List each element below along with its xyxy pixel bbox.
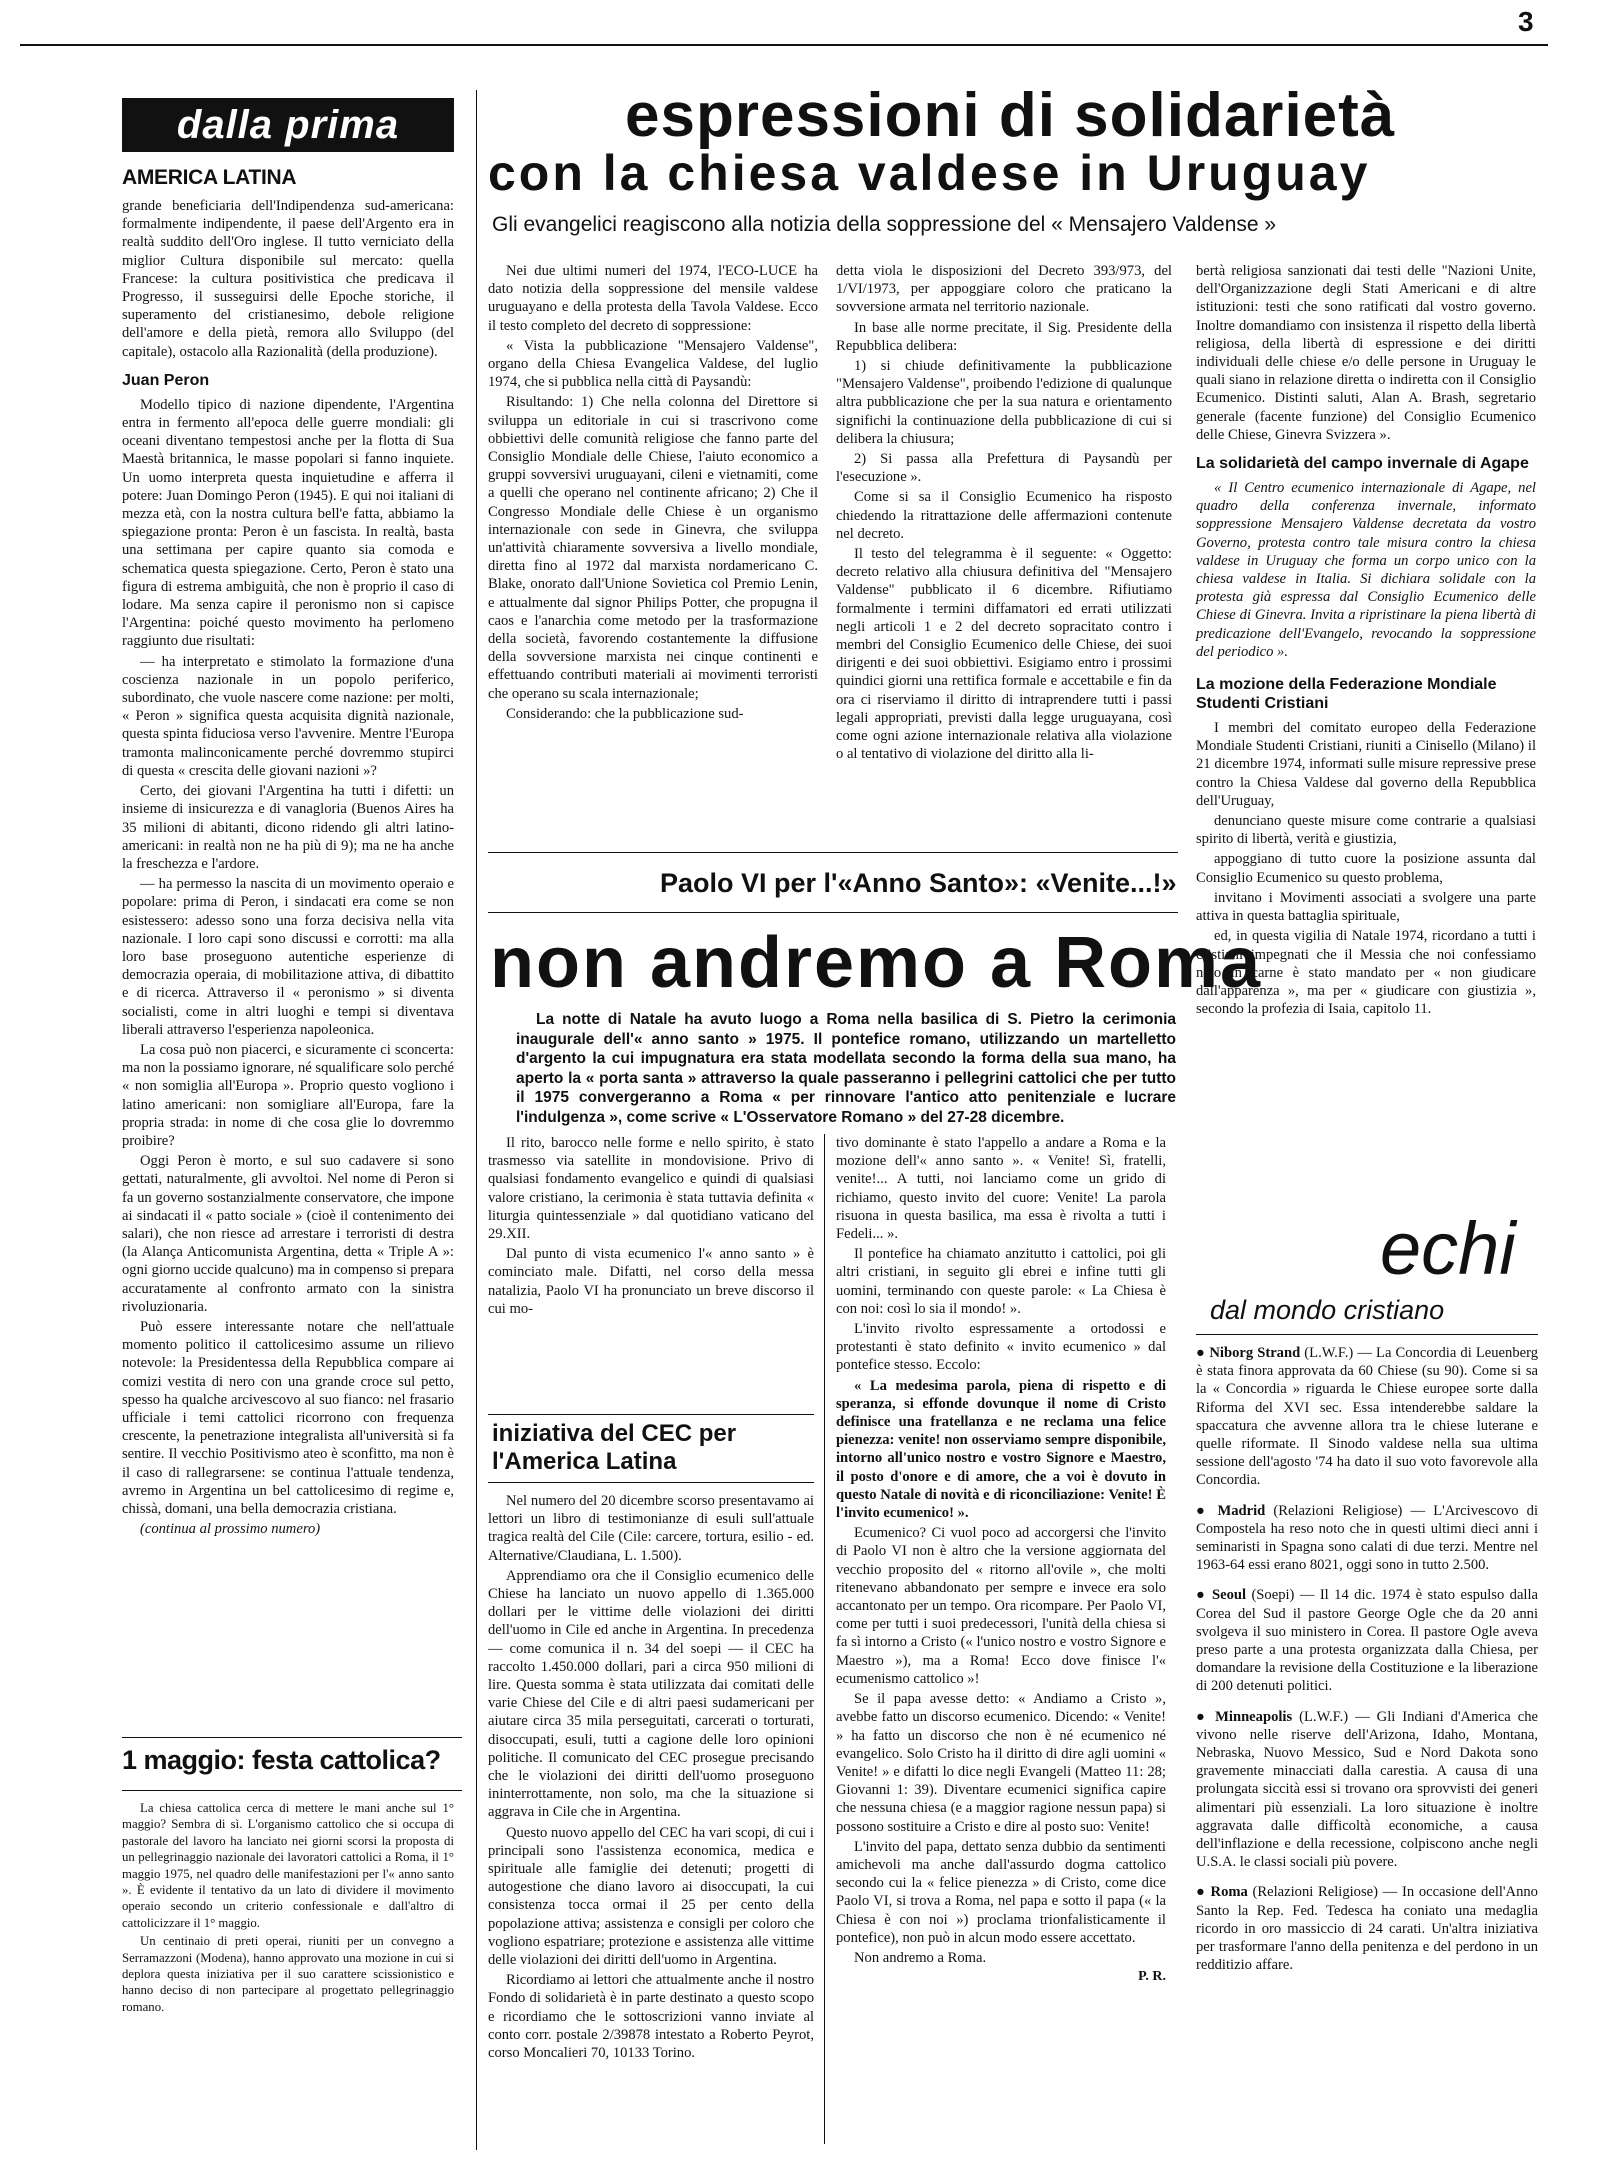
paragraph: Nei due ultimi numeri del 1974, l'ECO-LUCE ha dato notizia della soppressione del mensile valdese uruguayano e della protesta della Tavola Valdese. Ecco il testo completo del decreto di soppressione:	[488, 263, 818, 334]
paragraph: Un centinaio di preti operai, riuniti per un convegno a Serramazzoni (Modena), hanno approvato una mozione in cui si deplora questa iniziativa per il suo carattere scissionistico e hanno deciso di non partecipare al progettato pellegrinaggio romano.	[122, 1934, 454, 2014]
paragraph: Il pontefice ha chiamato anzitutto i cattolici, poi gli altri cristiani, in seguito gli ebrei e infine tutti gli uomini, terminando con queste parole: « La Chiesa è con noi: così lo sia il mondo! ».	[836, 1246, 1166, 1317]
paragraph: Il rito, barocco nelle forme e nello spirito, è stato trasmesso via satellite in mondovisione. Privo di qualsiasi fondamento evangelico e quindi di qualsiasi valore cristiano, la cerimonia è stata tuttavia definita « liturgia quintessenziale » dal quotidiano vaticano del 29.XII.	[488, 1135, 814, 1243]
echi-place: Niborg Strand	[1209, 1345, 1301, 1361]
paragraph: Risultando: 1) Che nella colonna del Direttore si sviluppa un editoriale in cui si trascrivono come obbiettivi delle comunità religiose che fanno parte del Consiglio Mondiale delle Chiese, l'aiuto economico a gruppi sovversivi uruguayani, cileni e vietnamiti, come a quelli che operano nel continente africano; 2) Che il Congresso Mondiale delle Chiese è un organismo internazionale con sede in Ginevra, che sviluppa un'attività chiaramente sovversiva a livello mondiale, diretta fino al 1972 dal marxista nordamericano C. Blake, onorato dall'Unione Sovietica col Premio Lenin, e attualmente dal signor Philips Potter, che propugna il caos e l'anarchia come metodo per la trasformazione della società, favorendo costantemente la diffusione della sovversione marxista nei cinque continenti e effettuando contributi materiali ai movimenti terroristi che operano su scala internazionale;	[488, 394, 818, 702]
column-separator	[476, 90, 477, 2150]
paragraph: — ha permesso la nascita di un movimento operaio e popolare: prima di Peron, i sindacati era come se non esistessero: adesso sono una forza decisiva nella vita nazionale. I loro capi sono discussi e corrotti: ma alla loro base proseguono autentiche esperienze di democrazia operaia, di mobilitazione attiva, di dibattito e di ricerca. Attraverso il « peronismo » si diventa socialisti, come in altri luoghi e tempi si diventava liberali attraverso l'esperienza napoleonica.	[122, 876, 454, 1038]
section-banner: dalla prima	[122, 98, 454, 152]
echi-item	[1196, 1883, 1538, 1974]
paragraph: La chiesa cattolica cerca di mettere le mani anche sul 1° maggio? Sembra di sì. L'organismo cattolico che si occupa di pastorale del lavoro ha lanciato nei giorni scorsi la proposta di un pellegrinaggio nazionale dei lavoratori cattolici a Roma, il 1° maggio 1975, nel quadro delle manifestazioni per l'« anno santo ». È evidente il tentativo da un lato di dividere il movimento operaio secondo un criterio confessionale e dall'altro di cattolicizzare il 1° maggio.	[122, 1801, 454, 1930]
paragraph: Come si sa il Consiglio Ecumenico ha risposto chiedendo la ritrattazione delle affermazioni contenute nel decreto.	[836, 489, 1172, 542]
paragraph: Dal punto di vista ecumenico l'« anno santo » è cominciato male. Difatti, nel corso della messa natalizia, Paolo VI ha pronunciato un breve discorso il cui mo-	[488, 1246, 814, 1317]
paragraph: 2) Si passa alla Prefettura di Paysandù per l'esecuzione ».	[836, 451, 1172, 486]
paragraph: Nel numero del 20 dicembre scorso presentavamo ai lettori un libro di testimonianze di esuli sull'attuale tragica realtà del Cile (Cile: carcere, tortura, esilio - ed. Alternative/Claudiana, L. 1.500).	[488, 1493, 814, 1564]
echi-rule	[1196, 1334, 1538, 1335]
bullet-icon: ●	[1196, 1345, 1210, 1361]
paragraph: Certo, dei giovani l'Argentina ha tutti i difetti: un insieme di insicurezza e di vanagloria (Buenos Aires ha 35 milioni di abitanti, dicono ridendo gli altri latino-americani: in realtà non ne ha più di 9); ma ne ha anche la freschezza e l'ardore.	[122, 783, 454, 872]
echi-list	[1196, 1344, 1538, 1987]
cec-top-rule	[488, 1414, 814, 1415]
paragraph: Ricordiamo ai lettori che attualmente anche il nostro Fondo di solidarietà è in parte destinato a questo scopo e ricordiamo che le sottoscrizioni vanno inviate al conto corr. postale 2/39878 intestato a Roberto Peyrot, corso Moncalieri 70, 10133 Torino.	[488, 1972, 814, 2062]
paragraph: — ha interpretato e stimolato la formazione d'una coscienza nazionale in un popolo periferico, subordinato, che vuole nascere come nazione: per molti, « Peron » significa questa acquisita dignità nazionale, questa spinta fiduciosa verso l'avvenire. Mentre l'Europa tramonta malinconicamente perché dovremmo stupirci di questa « crescita delle giovani nazioni »?	[122, 653, 454, 779]
main-col-3	[1196, 262, 1536, 1020]
cec-title: iniziativa del CEC per l'America Latina	[492, 1420, 737, 1475]
paragraph: ed, in questa vigilia di Natale 1974, ricordano a tutti i cristiani impegnati che il Messia che noi confessiamo nato in carne è stato mandato per « non giudicare dall'apparenza », ma per « giudicare con giustizia », secondo la profezia di Isaia, capitolo 11.	[1196, 928, 1536, 1018]
paragraph: Modello tipico di nazione dipendente, l'Argentina entra in fermento all'epoca delle guerre mondiali: gli oceani diventano tempestosi anche per la flotta di Sua Maestà britannica, le masse popolari si fanno inquiete. Un uomo interpreta questa inquietudine e afferra il potere: Juan Domingo Peron (1945). E qui noi italiani di mezza età, con la nostra cultura bell'e fatta, abbiamo la spiegazione pronta: Peron è un fascista. In realtà, basta una settimana per capire quanto sia comoda e schematica questa spiegazione. Certo, Peron è stato una figura di estrema ambiguità, che non è proprio il caso di lodare. Ma senza capire il peronismo non si capisce l'Argentina: poiché questo movimento ha perlomeno raggiunto due risultati:	[122, 396, 454, 650]
roma-kicker: Paolo VI per l'«Anno Santo»: «Venite...!»	[660, 868, 1177, 898]
paragraph: Oggi Peron è morto, e sul suo cadavere si sono gettati, naturalmente, gli avvoltoi. Nel nome di Peron si fa un governo sostanzialmente conservatore, che impone ai sindacati il « patto sociale » (cioè il contenimento dei salari), che non riesce ad arrestare i terroristi di destra (la Alança Anticomunista Argentina, detta « Triple A »: ogni giorno uccide qualcuno) ma in compenso si prepara accuratamente al confronto armato con la sinistra rivoluzionaria.	[122, 1153, 454, 1315]
echi-text: — La Concordia di Leuenberg è stata finora approvata da 60 Chiese (su 90). Come si sa la « Concordia » riguarda le Chiese europee sorte dalla Riforma del XVI sec. Essa intenderebbe saldare la spaccatura che avvenne allora tra le chiese luterane e quelle riformate. Il Sinodo valdese nella sua ultima sessione dell'agosto '74 ha dato il suo voto favorevole alla Concordia.	[1196, 1345, 1538, 1489]
paragraph: bertà religiosa sanzionati dai testi delle "Nazioni Unite, dell'Organizzazione degli Stati Americani e di altre istituzioni: testi che sono ratificati dal vostro governo. Inoltre domandiamo con insistenza il rispetto della libertà religiosa, della libertà di espressione e dei diritti individuali delle chiese e/o delle persone in Uruguay le quali siano in relazione diretta o indiretta con il Consiglio Ecumenico. Distinti saluti, Alan A. Brash, segretario generale (facente funzione) del Consiglio Ecumenico delle Chiese, Ginevra Svizzera ».	[1196, 263, 1536, 443]
echi-item	[1196, 1502, 1538, 1575]
paragraph: Considerando: che la pubblicazione sud-	[506, 705, 744, 722]
main-headline-line2: con la chiesa valdese in Uruguay	[488, 145, 1371, 201]
echi-place: Seoul	[1211, 1587, 1247, 1604]
page-number: 3	[1518, 6, 1534, 37]
paragraph: I membri del comitato europeo della Federazione Mondiale Studenti Cristiani, riuniti a Cinisello (Milano) il 21 dicembre 1974, informati sulle misure repressive prese contro la Chiesa Valdese dal governo della Repubblica dell'Uruguay,	[1196, 720, 1536, 809]
maggio-title: 1 maggio: festa cattolica?	[122, 1745, 441, 1775]
paragraph: denunciano queste misure come contrarie a qualsiasi spirito di libertà, verità e giustizia,	[1196, 813, 1536, 848]
paragraph: tivo dominante è stato l'appello a andare a Roma e la mozione dell'« anno santo ». « Venite! Sì, fratelli, venite!... A tutti, noi lanciamo come un grido di richiamo, questo invito del cuore: Venite! La parola risuona in questa basilica, ma essa è rivolta a tutti i Fedeli... ».	[836, 1135, 1166, 1243]
roma-lead: La notte di Natale ha avuto luogo a Roma nella basilica di S. Pietro la cerimonia inaugurale dell'« anno santo » 1975. Il pontefice romano, utilizzando un martelletto d'argento la cui impugnatura era stata modellata secondo la forma della sua mano, ha aperto la « porta santa » attraverso la quale passeranno i pellegrini cattolici che per tutto il 1975 convergeranno a Roma « per rinnovare l'antico atto penitenziale e lucrare l'indulgenza », come scrive « L'Osservatore Romano » del 27-28 dicembre.	[516, 1011, 1176, 1126]
echi-item	[1196, 1344, 1538, 1490]
federazione-subheading: La mozione della Federazione Mondiale Studenti Cristiani	[1196, 676, 1497, 713]
main-col-1	[488, 262, 818, 725]
roma-kicker-rule	[488, 912, 1178, 913]
echi-text: — Il 14 dic. 1974 è stato espulso dalla Corea del Sud il pastore George Ogle che da 20 anni svolgeva il suo ministero in Corea. Il pastore Ogle aveva preso parte a una protesta organizzata dalla Chiesa, per domandare la revisione della Costituzione e la liberazione di 200 detenuti politici.	[1196, 1587, 1539, 1695]
header-rule	[20, 44, 1548, 46]
bullet-icon: ●	[1196, 1587, 1212, 1604]
echi-text: — L'Arcivescovo di Compostela ha reso noto che in questi ultimi dieci anni i seminaristi in Spagna sono calati di due terzi. Mentre nel 1963-64 essi erano 8021, oggi sono in tutto 2.500.	[1196, 1502, 1539, 1574]
bullet-icon: ●	[1196, 1708, 1216, 1725]
paragraph: Questo nuovo appello del CEC ha vari scopi, di cui i principali sono l'assistenza economica, medica e spirituale alle famiglie dei detenuti; progetti di autogestione che diano lavoro ai disoccupati, la cui consistenza tocca ormai il 25 per cento della popolazione attiva; assistenza e consigli per coloro che vogliono espatriare; protezione e assistenza alle vittime delle violazioni dei diritti dell'uomo in Argentina.	[488, 1824, 814, 1969]
paragraph: « Vista la pubblicazione "Mensajero Valdense", organo della Chiesa Evangelica Valdese, del luglio 1974, che si pubblica nella città di Paysandù:	[488, 337, 818, 391]
roma-col-separator	[824, 1134, 825, 2144]
roma-col-2	[836, 1134, 1166, 1985]
paragraph: Il testo del telegramma è il seguente: « Oggetto: decreto relativo alla chiusura definitiva del "Mensajero Valdense" pubblicato il 6 dicembre. Rifiutiamo formalmente i termini diffamatori ed errati utilizzati negli articoli 1 e 2 del decreto sopracitato contro i membri del Consiglio Ecumenico delle Chiese, dei suoi dirigenti e dei suoi obbiettivi. Esigiamo entro i prossimi quindici giorni una rettifica formale e accettabile e fin da ora ci riserviamo il diritto di intraprendere tutti i passi legali appropriati, previsti dalla legge uruguayana, così come ogni azione internazionale relativa alla violazione o al tentativo di violazione del diritto alla li-	[836, 546, 1172, 763]
paragraph: appoggiano di tutto cuore la posizione assunta dal Consiglio Ecumenico su questo problema,	[1196, 851, 1536, 886]
echi-item	[1196, 1586, 1538, 1695]
echi-subtitle: dal mondo cristiano	[1210, 1295, 1445, 1325]
maggio-body	[122, 1800, 454, 2017]
paragraph: L'invito del papa, dettato senza dubbio da sentimenti amichevoli ma anche dall'assurdo dogma cattolico secondo cui la « felice pienezza » di Cristo, come dice Paolo VI, si trova a Roma, nel papa e sotto il papa (« la Chiesa è con noi ») proclama trionfalisticamente il pontefice), non può in alcun modo essere accettato.	[836, 1838, 1166, 1946]
main-col-2	[836, 262, 1172, 765]
paragraph: Ecumenico? Ci vuol poco ad accorgersi che l'invito di Paolo VI non è altro che la versione aggiornata del vecchio proposito del « ritorno all'ovile », che molti ritenevano abbandonato per sempre e invece era solo accantonato per un tempo. Ora ricompare. Per Paolo VI, come per tutti i suoi predecessori, l'unità della chiesa si fa sì intorno a Cristo (« l'unico nostro e vostro Signore e Maestro »), ma a Roma! Ecco dove finisce l'« ecumenismo cattolico »!	[836, 1525, 1166, 1687]
cec-body	[488, 1492, 814, 2064]
echi-place: Roma	[1210, 1884, 1248, 1901]
paragraph: 1) si chiude definitivamente la pubblicazione "Mensajero Valdense", proibendo l'edizione di qualunque altra pubblicazione che per la sua natura e orientamento significhi la continuazione della pubblicazione di cui si delibera la chiusura;	[836, 358, 1172, 447]
left-subheading: Juan Peron	[122, 371, 210, 389]
bullet-icon: ●	[1196, 1884, 1211, 1901]
echi-source: (L.W.F.)	[1300, 1345, 1358, 1361]
echi-text: — In occasione dell'Anno Santo la Rep. Fed. Tedesca ha coniato una medaglia ricordo in oro massiccio di 24 carati. Un'altra iniziativa per trasformare l'anno della penitenza e del perdono in un redditizio affare.	[1196, 1884, 1538, 1974]
paragraph: « La medesima parola, piena di rispetto e di speranza, si effonde dovunque il nome di Cristo definisce una fratellanza e ne reclama una felice pienezza: venite! non osserviamo sempre disponibile, intorno all'unico nostro e vostro Signore e Maestro, il posto d'onore e di amore, che a voi è dovuto in questo Natale di novità e di riconciliazione: Venite! È l'invito ecumenico! ».	[836, 1377, 1166, 1522]
echi-source: (Relazioni Religiose)	[1265, 1502, 1411, 1519]
paragraph: In base alle norme precitate, il Sig. Presidente della Repubblica delibera:	[836, 319, 1172, 354]
paragraph: La cosa può non piacerci, e sicuramente ci sconcerta: ma non la possiamo ignorare, né squalificare solo perché « non somiglia all'Europa ». Proprio questo vogliono i latino americani: non somigliare all'Europa, fare la propria strada: in nome di che cosa glie lo dovremmo proibire?	[122, 1041, 454, 1149]
roma-signature: P. R.	[1138, 1969, 1166, 1985]
paragraph: Se il papa avesse detto: « Andiamo a Cristo », avebbe fatto un discorso ecumenico. Dicendo: « Venite! » ha fatto un discorso che non è né ecumenico né evangelico. Solo Cristo ha il diritto di dire agli uomini « Venite! » e difatti lo dice negli Evangeli (Matteo 11: 28; Giovanni 1: 39). Diventare ecumenici significa capire che nessuna chiesa (e a maggior ragione nessun papa) si possono sostituire a Cristo e dire al posto suo: Venite!	[836, 1691, 1166, 1835]
echi-text: — Gli Indiani d'America che vivono nelle riserve dell'Arizona, Idaho, Montana, Nebraska, Nuovo Messico, Sud e Nord Dakota sono gravemente minacciati dalla carestia. A causa di una prolungata siccità essi si trovano ora sprovvisti dei generi alimentari più essenziali. La loro situazione è inoltre aggravata dalle difficoltà economiche, a causa dell'inflazione e della recessione, colpiscono anche negli U.S.A. le classi sociali più povere.	[1196, 1708, 1538, 1871]
echi-item	[1196, 1708, 1538, 1872]
left-article-title: AMERICA LATINA	[122, 166, 297, 189]
paragraph: detta viola le disposizioni del Decreto 393/973, del 1/VI/1973, per appoggiare coloro che praticano la sovversione armata nel territorio nazionale.	[836, 263, 1172, 316]
roma-headline: non andremo a Roma	[490, 923, 1263, 1003]
echi-place: Madrid	[1217, 1502, 1266, 1519]
echi-source: (L.W.F.)	[1292, 1708, 1356, 1725]
cec-rule	[488, 1482, 814, 1483]
maggio-top-rule	[122, 1737, 462, 1738]
echi-source: (Soepi)	[1246, 1587, 1300, 1604]
paragraph: invitano i Movimenti associati a svolgere una parte attiva in questa battaglia spirituale,	[1196, 889, 1536, 925]
roma-col-1	[488, 1134, 814, 1320]
roma-top-rule	[488, 852, 1178, 853]
paragraph: grande beneficiaria dell'Indipendenza sud-americana: formalmente indipendente, il paese dell'Argento era in realtà suddito dell'Oro inglese. Il tutto verniciato della miglior Cultura disponibile sul mercato: quella Francese: la cultura positivistica che predicava il Progresso, il susseguirsi delle Epoche storiche, il superamento del cristianesimo, debole religione dell'amore e della pietà, remora allo Sviluppo (del capitale), ostacolo alla Razionalità (della produzione).	[122, 198, 454, 360]
maggio-rule	[122, 1790, 462, 1791]
paragraph: « Il Centro ecumenico internazionale di Agape, nel quadro della conferenza invernale, informato soppressione Mensajero Valdense decretata da vostro Governo, protesta contro tale misura contro la chiesa valdese in Uruguay che forma un corpo unico con la chiesa valdese in Italia. Si dichiara solidale con la protesta già espressa dal Consiglio Ecumenico delle Chiese di Ginevra. Invita a ripristinare la piena libertà di predicazione dell'Evangelo, revocando la soppressione del periodico ».	[1196, 480, 1536, 660]
main-subtitle: Gli evangelici reagiscono alla notizia della soppressione del « Mensajero Valdense »	[492, 213, 1277, 236]
echi-source: (Relazioni Religiose)	[1247, 1884, 1383, 1901]
paragraph: L'invito rivolto espressamente a ortodossi e protestanti è stato definito « invito ecumenico » dal pontefice stesso. Eccolo:	[836, 1321, 1166, 1374]
echi-title: echi	[1380, 1207, 1516, 1290]
continuation-note: (continua al prossimo numero)	[140, 1521, 321, 1538]
agape-subheading: La solidarietà del campo invernale di Agape	[1196, 455, 1529, 473]
paragraph: Apprendiamo ora che il Consiglio ecumenico delle Chiese ha lanciato un nuovo appello di 1.365.000 dollari per le vittime delle violazioni dei diritti dell'uomo in Cile ed anche in Argentina. In precedenza — come comunica il n. 34 del soepi — il CEC ha raccolto 1.450.000 dollari, pari a circa 950 milioni di lire. Questa somma è stata utilizzata dai comitati delle varie Chiese del Cile e di altri paesi sudamericani per aiutare circa 35 mila perseguitati, carcerati o torturati, disoccupati, esuli, tutti a cagione delle loro opinioni politiche. Il comunicato del CEC prosegue precisando che le violazioni dei diritti dell'uomo proseguono ininterrottamente, non solo, ma che la situazione si aggrava in Cile che in Argentina.	[488, 1567, 814, 1821]
paragraph: Può essere interessante notare che nell'attuale momento politico il cattolicesimo assume un rilievo notevole: la Presidentessa della Repubblica compare ai comizi vestita di nero con una grande croce sul petto, spesso ha qualche arcivescovo al suo fianco: nel frasario ufficiale i temi cattolici ricorrono con frequenza crescente, la penetrazione integralista all'università si fa sentire. Il vecchio Positivismo ateo è sconfitto, ma non è il caso di rallegrarsene: se continua l'attuale tendenza, avremo in Argentina un bel cattolicesimo di regime e, chissà, domani, una bella democrazia cristiana.	[122, 1318, 454, 1518]
bullet-icon: ●	[1196, 1502, 1218, 1519]
echi-place: Minneapolis	[1215, 1708, 1293, 1725]
left-article-body	[122, 197, 454, 1540]
main-headline-line1: espressioni di solidarietà	[625, 81, 1396, 150]
paragraph: Non andremo a Roma.	[854, 1949, 987, 1966]
